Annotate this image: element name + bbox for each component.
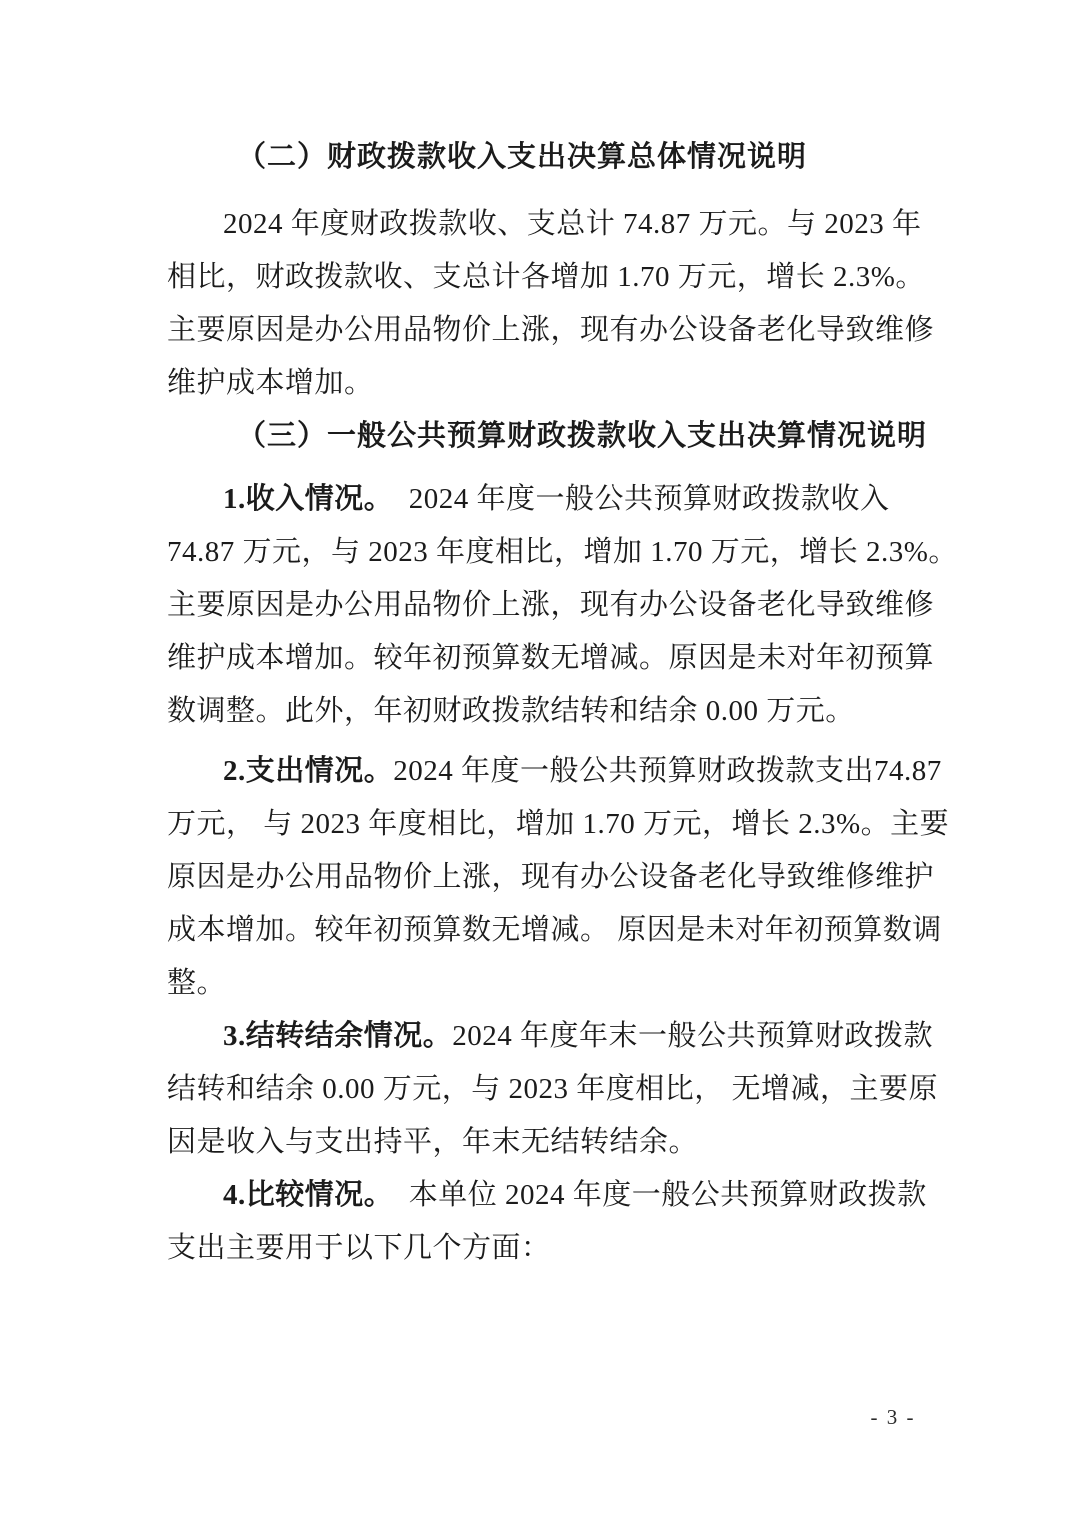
paragraph-line: 因是收入与支出持平，年末无结转结余。 <box>167 1126 699 1158</box>
paragraph-line <box>167 1169 927 1222</box>
paragraph-line: 支出主要用于以下几个方面： <box>167 1232 551 1264</box>
paragraph-text: 本单位 2024 年度一般公共预算财政拨款 <box>393 1179 927 1211</box>
paragraph-line <box>167 1010 934 1063</box>
paragraph-line: 74.87 万元，与 2023 年度相比，增加 1.70 万元，增长 2.3%。 <box>167 536 958 568</box>
paragraph-line: 相比，财政拨款收、支总计各增加 1.70 万元，增长 2.3%。 <box>167 261 925 293</box>
document-body <box>167 131 958 1275</box>
paragraph-line: 主要原因是办公用品物价上涨，现有办公设备老化导致维修 <box>167 314 935 346</box>
paragraph-line: 整。 <box>167 967 227 999</box>
section-heading-general-budget: （三）一般公共预算财政拨款收入支出决算情况说明 <box>237 420 928 452</box>
paragraph-text: 2024 年度一般公共预算财政拨款收入 <box>393 483 890 515</box>
expense-subheading: 2.支出情况。 <box>223 755 394 787</box>
paragraph-line: 结转和结余 0.00 万元，与 2023 年度相比， 无增减，主要原 <box>167 1073 939 1105</box>
paragraph-line <box>167 745 942 798</box>
paragraph-text: 2024 年度一般公共预算财政拨款支出74.87 <box>393 755 942 787</box>
section-heading-fiscal-total: （二）财政拨款收入支出决算总体情况说明 <box>237 141 808 173</box>
paragraph-line: 维护成本增加。较年初预算数无增减。原因是未对年初预算 <box>167 642 935 674</box>
paragraph-text: 2024 年度年末一般公共预算财政拨款 <box>452 1020 934 1052</box>
paragraph-line: 维护成本增加。 <box>167 367 374 399</box>
paragraph-line <box>167 473 909 526</box>
paragraph-line: 万元， 与 2023 年度相比，增加 1.70 万元，增长 2.3%。主要 <box>167 808 950 840</box>
paragraph-line: 成本增加。较年初预算数无增减。 原因是未对年初预算数调 <box>167 914 942 946</box>
paragraph-line: 原因是办公用品物价上涨，现有办公设备老化导致维修维护 <box>167 861 935 893</box>
page-number: - 3 - <box>870 1405 916 1429</box>
carryover-subheading: 3.结转结余情况。 <box>223 1020 453 1052</box>
paragraph-line: 主要原因是办公用品物价上涨，现有办公设备老化导致维修 <box>167 589 935 621</box>
comparison-subheading: 4.比较情况。 <box>223 1179 394 1211</box>
paragraph-line: 2024 年度财政拨款收、支总计 74.87 万元。与 2023 年 <box>223 208 922 240</box>
paragraph-line: 数调整。此外，年初财政拨款结转和结余 0.00 万元。 <box>167 695 855 727</box>
income-subheading: 1.收入情况。 <box>223 483 394 515</box>
